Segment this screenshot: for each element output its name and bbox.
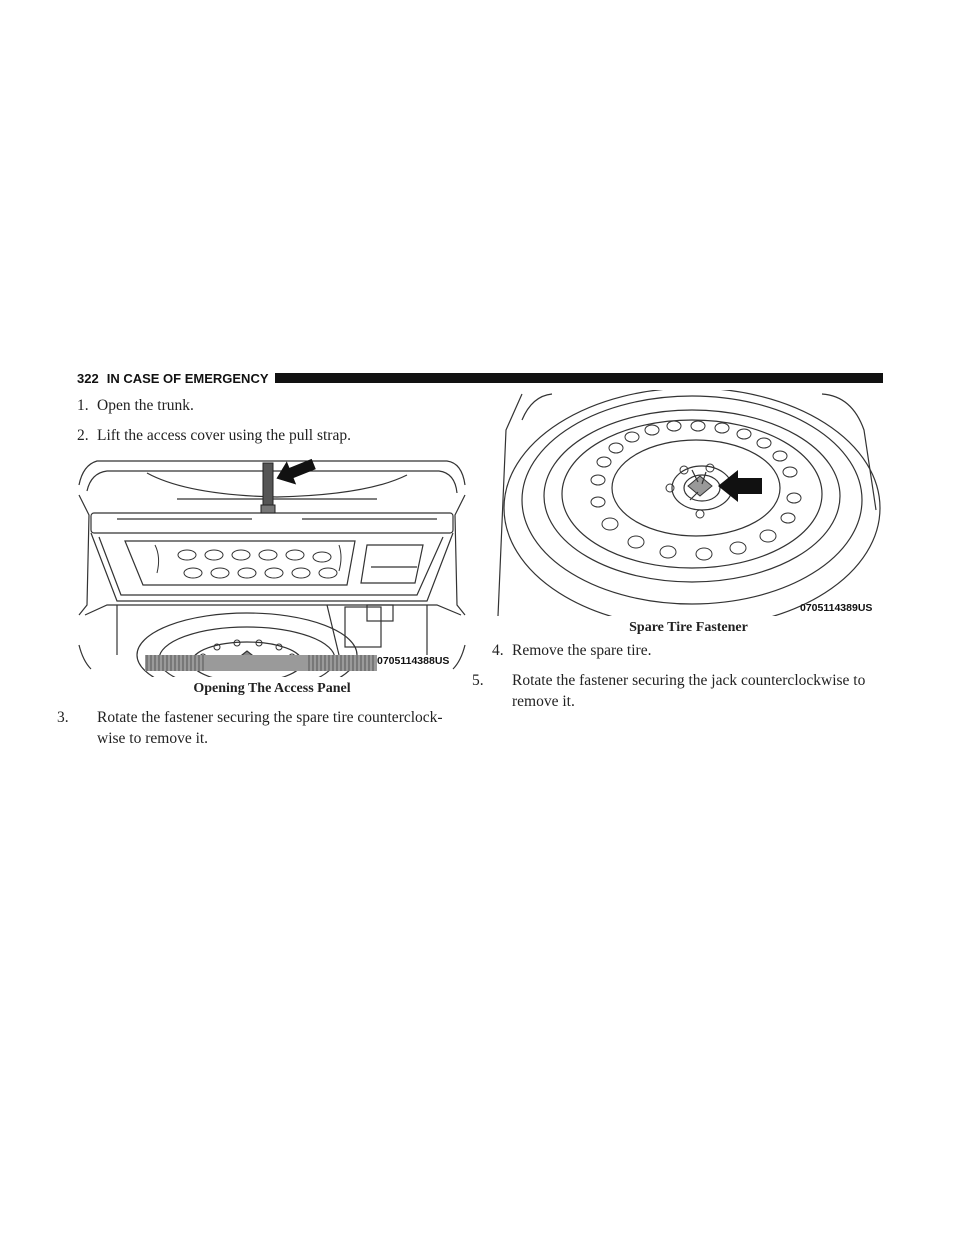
step-number: 4.: [492, 642, 504, 659]
step-4: [492, 640, 885, 661]
arrow-left-icon: [718, 470, 762, 502]
step-number: 5.: [472, 672, 484, 689]
step-text: Open the trunk.: [97, 397, 194, 414]
step-3: [57, 707, 467, 749]
step-1: [77, 395, 467, 416]
step-text: Remove the spare tire.: [512, 642, 652, 659]
step-text: Rotate the fastener securing the spare tire counterclock-wise to remove it.: [97, 709, 443, 747]
step-5: [472, 670, 885, 712]
section-title: IN CASE OF EMERGENCY: [106, 370, 269, 386]
right-column: [472, 390, 885, 712]
left-column: [57, 395, 467, 749]
figure-caption: Spare Tire Fastener: [629, 620, 748, 635]
arrow-down-left-icon: [272, 455, 318, 491]
figure-code: 0705114389US: [800, 602, 873, 614]
figure-spare-tire-fastener: [492, 390, 885, 616]
spare-tire-illustration: [492, 390, 885, 616]
figure-opening-access-panel: [77, 455, 467, 677]
trunk-illustration: [77, 455, 467, 677]
header-rule: [275, 373, 884, 383]
figure-caption: Opening The Access Panel: [193, 681, 351, 696]
step-number: 2.: [77, 427, 89, 444]
step-number: 3.: [57, 709, 69, 726]
figure-code: 0705114388US: [377, 655, 450, 667]
step-text: Lift the access cover using the pull strap.: [97, 427, 351, 444]
page-number: 322: [77, 370, 99, 386]
step-text: Rotate the fastener securing the jack counterclockwise to remove it.: [512, 672, 866, 710]
page-header: [77, 370, 883, 386]
step-2: [77, 425, 467, 446]
step-number: 1.: [77, 397, 89, 414]
